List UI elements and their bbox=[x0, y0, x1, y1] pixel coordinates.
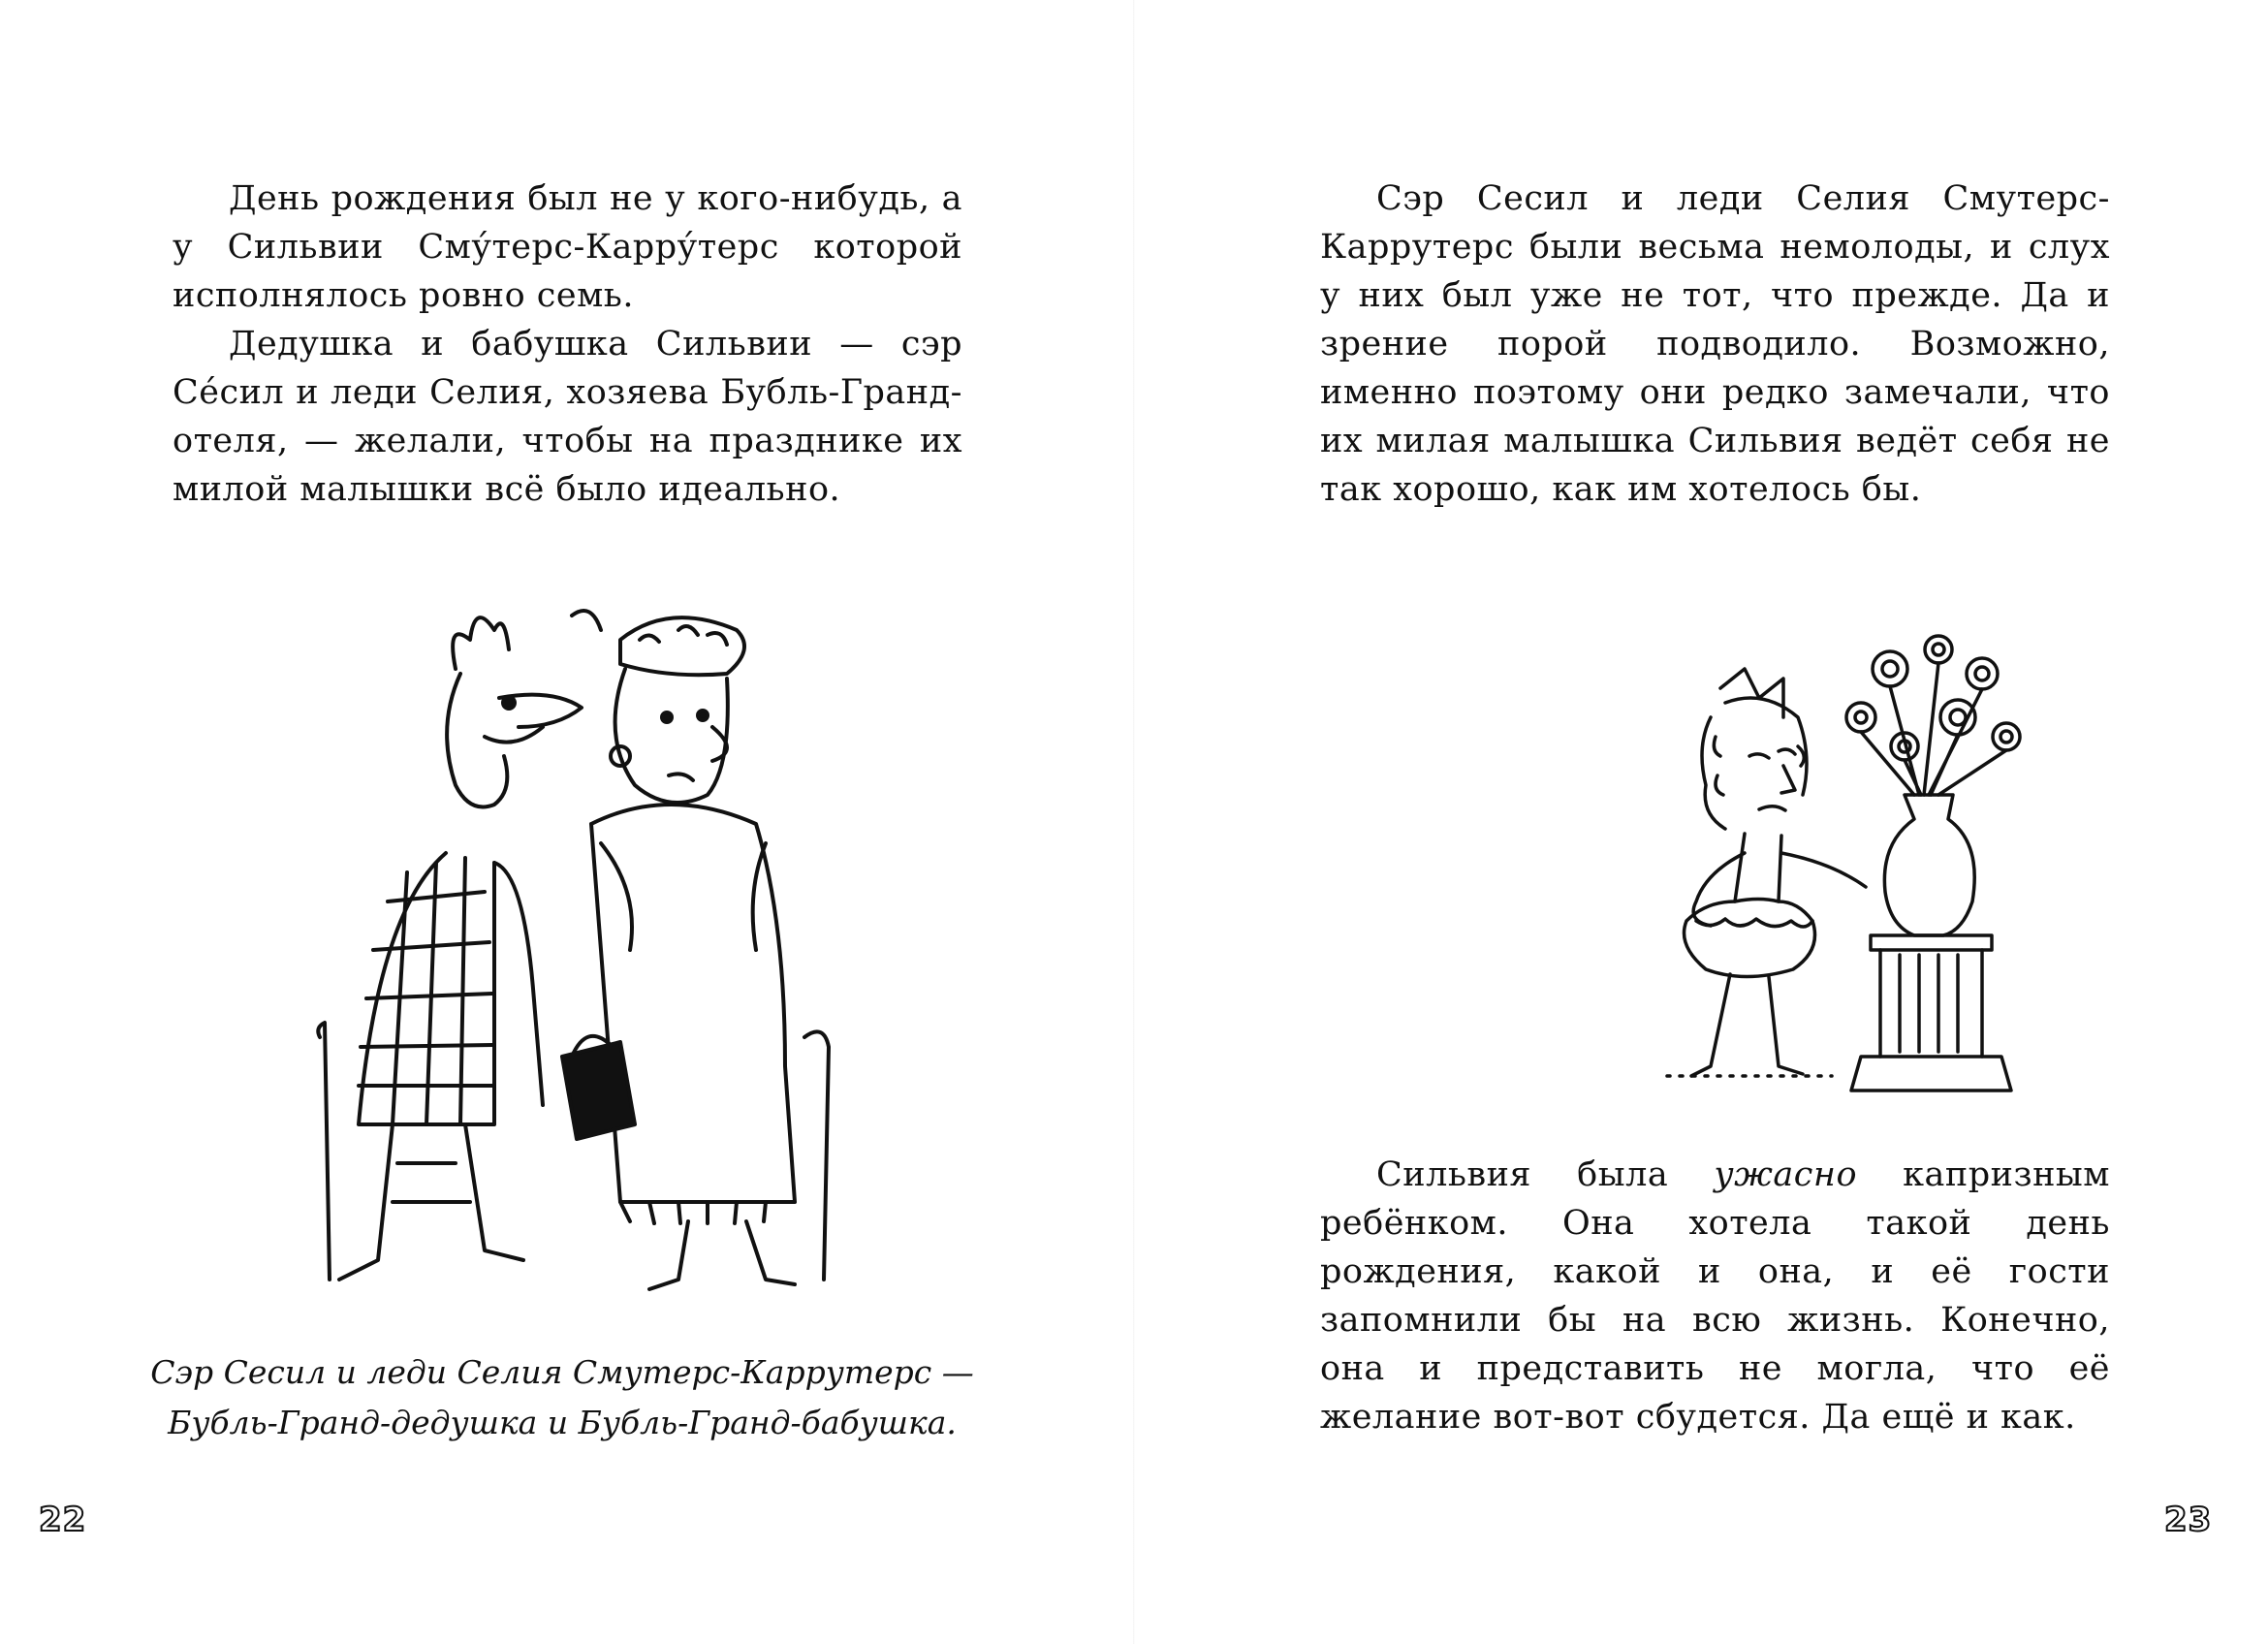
caption-line-2: Бубль-Гранд-дедушка и Бубль-Гранд-бабушка. bbox=[168, 1404, 957, 1441]
right-paragraph-2-start: Сильвия была bbox=[1376, 1155, 1715, 1194]
right-paragraph-2-end: капризным ребёнком. Она хотела такой день рождения, какой и она, и её гости запомнили бы на всю жизнь. Конечно, она и представить не могла, что её желание вот-вот сбудется. Да ещё и как. bbox=[1320, 1155, 2110, 1437]
right-page-text-top bbox=[1320, 174, 2110, 514]
girl-with-vase-drawing-icon bbox=[1541, 611, 2084, 1115]
left-page-text bbox=[173, 174, 962, 514]
right-page bbox=[1134, 0, 2268, 1644]
page-number-left: 22 bbox=[39, 1501, 87, 1539]
left-paragraph-1-part-2: которой исполнялось ровно семь. bbox=[173, 228, 962, 315]
elderly-couple-drawing-icon bbox=[300, 582, 843, 1318]
right-page-text-bottom bbox=[1320, 1151, 2110, 1441]
illustration-caption bbox=[116, 1347, 1008, 1448]
caption-line-1: Сэр Сесил и леди Селия Смутерс-Каррутерс — bbox=[150, 1353, 974, 1391]
page-number-right: 23 bbox=[2164, 1501, 2213, 1539]
right-paragraph-1: Сэр Сесил и леди Селия Смутерс-Каррутерс были весьма немолоды, и слух у них был уже не тот, что прежде. Да и зрение порой подводило. Возможно, именно поэтому они редко замечали, что их милая малышка Сильвия ведёт себя не так хорошо, как им хотелось бы. bbox=[1320, 179, 2110, 509]
left-paragraph-1 bbox=[173, 174, 962, 320]
left-paragraph-1-part-1: День рождения был не у кого-нибудь, а у Сильвии Сму́терс-Карру́терс bbox=[173, 179, 962, 267]
right-paragraph-2-emphasis: ужасно bbox=[1714, 1155, 1858, 1194]
right-paragraph-2 bbox=[1320, 1151, 2110, 1441]
left-paragraph-2: Дедушка и бабушка Сильвии — сэр Се́сил и леди Селия, хозяева Бубль-Гранд-отеля, — желали, чтобы на празднике их милой малышки всё было идеально. bbox=[173, 325, 962, 509]
